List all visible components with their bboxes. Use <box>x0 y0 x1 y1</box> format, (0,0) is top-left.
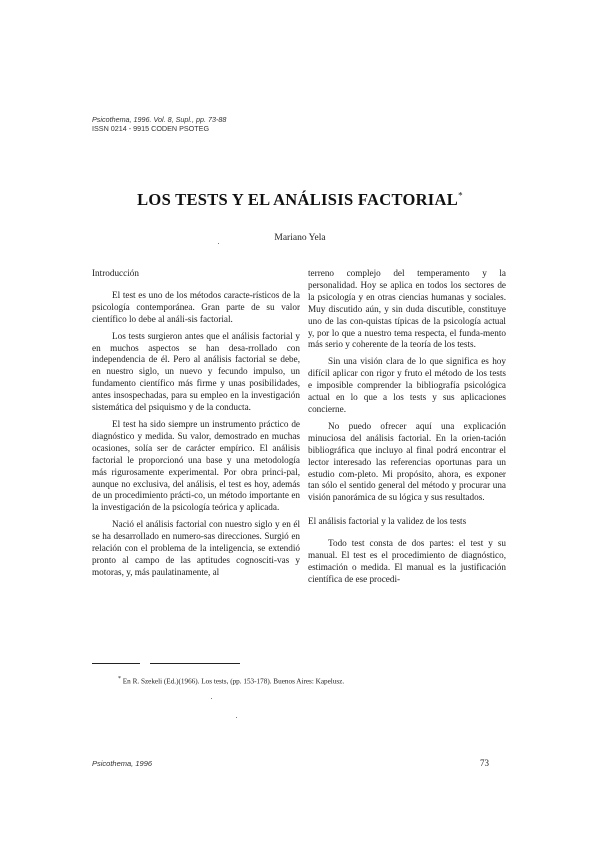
right-column <box>308 268 506 586</box>
right-paragraph-continuation: terreno complejo del temperamento y la personalidad. Hoy se aplica en todos los sectores de la psicología y en otras ciencias humanas y sociales. Muy discutido aún, y sin duda discutible, constituye uno de las con-quistas típicas de la psicología actual y, por lo que a nuestro tema respecta, el funda-mento más serio y coherente de la teoría de los tests. <box>308 268 506 350</box>
footnote <box>118 676 344 685</box>
author-name: Mariano Yela <box>274 233 326 243</box>
right-paragraph-3: Todo test consta de dos partes: el test y su manual. El test es el procedimiento de diagnóstico, estimación o medida. El manual es la justificación científica de ese procedi- <box>308 538 506 584</box>
left-paragraph-4: Nació el análisis factorial con nuestro siglo y en él se ha desarrollado en numero-sas direcciones. Surgió en relación con el problema de la inteligencia, se extendió pronto al campo de las aptitudes cognosciti-vas y motoras, y, más paulatinamente, al <box>92 519 300 577</box>
scan-speck <box>218 243 219 244</box>
left-paragraph-2: Los tests surgieron antes que el análisis factorial y en muchos aspectos se han desa-rrollado con independencia de él. Pero al análisis factorial se debe, en nuestro siglo, un nuevo y fecundo impulso, un fundamento científico más firme y unas posibilidades, antes insospechadas, para su empleo en la investigación sistemática del psiquismo y de la conducta. <box>92 330 300 413</box>
section-heading-validez: El análisis factorial y la validez de los tests <box>308 516 467 527</box>
scan-speck <box>211 698 212 699</box>
left-paragraph-3: El test ha sido siempre un instrumento práctico de diagnóstico y medida. Su valor, demostrado en muchas ocasiones, solía ser de carácter empírico. El análisis factorial le proporcionó una base y una metodología más rigurosamente experimental. Por obra princi-pal, aunque no exclusiva, del análisis, el test es hoy, además de un procedimiento prácti-co, un método importante en la investigación de la psicología teórica y aplicada. <box>92 418 300 513</box>
left-column <box>92 268 300 579</box>
article-title <box>0 190 600 210</box>
page-number: 73 <box>480 758 489 768</box>
journal-citation-line-1: Psicothema, 1996. Vol. 8, Supl., pp. 73-88 <box>92 115 227 124</box>
right-paragraph-2: No puedo ofrecer aquí una explicación minuciosa del análisis factorial. En la orien-tación bibliográfica que incluyo al final podrá encontrar el lector interesado las referencias oportunas para un estudio com-pleto. Mi propósito, ahora, es exponer tan sólo el sentido general del método y procurar una visión panorámica de su lógica y sus resultados. <box>308 420 506 503</box>
footnote-mark: * <box>118 676 121 682</box>
left-paragraph-1: El test es uno de los métodos caracte-rísticos de la psicología contemporánea. Gran parte de su valor científico lo debe al análi-sis factorial. <box>92 289 300 324</box>
title-footnote-mark: * <box>458 190 463 201</box>
footnote-rule-extension <box>150 663 240 664</box>
journal-citation <box>92 115 226 133</box>
right-paragraph-1: Sin una visión clara de lo que significa es hoy difícil aplicar con rigor y fruto el método de los tests e imposible comprender la bibliografía psicológica actual en lo que a los tests y sus aplicaciones concierne. <box>308 356 506 414</box>
footnote-text: En R. Szekeli (Ed.)(1966). Los tests, (pp. 153-178). Buenos Aires: Kapelusz. <box>122 677 345 686</box>
section-heading-introduccion: Introducción <box>92 268 139 278</box>
footer-journal: Psicothema, 1996 <box>92 759 153 768</box>
footnote-rule <box>92 663 140 664</box>
article-title-text: LOS TESTS Y EL ANÁLISIS FACTORIAL <box>137 190 459 209</box>
journal-citation-line-2: ISSN 0214 - 9915 CODEN PSOTEG <box>92 124 210 133</box>
scan-speck <box>236 717 237 718</box>
